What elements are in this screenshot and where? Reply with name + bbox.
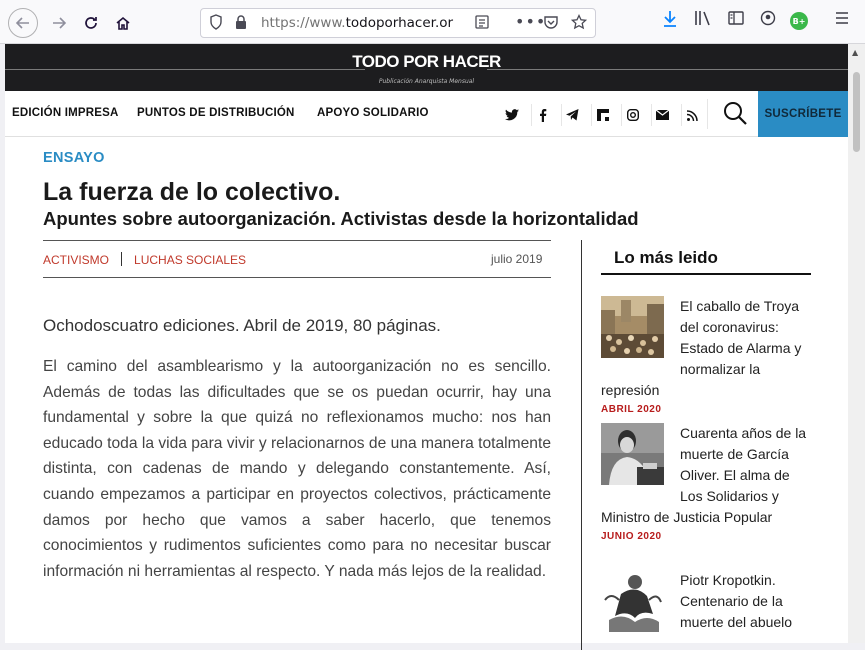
account-icon[interactable] bbox=[760, 10, 776, 30]
reload-icon bbox=[83, 15, 99, 31]
tag-activismo[interactable]: ACTIVISMO bbox=[43, 253, 110, 267]
most-read-item-title[interactable]: El caballo de Troya del coronavirus: Estado de Alarma y normalizar la represión bbox=[601, 298, 802, 398]
reader-view-icon[interactable] bbox=[475, 14, 489, 34]
illustration-thumbnail[interactable] bbox=[601, 570, 664, 632]
main-navigation bbox=[5, 91, 848, 137]
facebook-icon[interactable] bbox=[531, 104, 553, 126]
nav-divider bbox=[707, 99, 708, 129]
nav-edicion-impresa[interactable]: EDICIÓN IMPRESA bbox=[12, 107, 119, 119]
site-tagline: Publicación Anarquista Mensual bbox=[378, 78, 475, 85]
twitter-icon[interactable] bbox=[501, 104, 523, 126]
url-host: todoporhacer.or bbox=[345, 15, 454, 31]
url-text[interactable] bbox=[261, 15, 454, 31]
meta-rule-bottom bbox=[43, 277, 551, 278]
sidebar-icon[interactable] bbox=[728, 10, 744, 30]
most-read-item-date: JUNIO 2020 bbox=[601, 531, 662, 542]
page-actions-icon[interactable]: ••• bbox=[515, 12, 547, 31]
meta-rule-top bbox=[43, 240, 551, 241]
page-scrollbar[interactable] bbox=[848, 44, 865, 643]
url-scheme: https://www. bbox=[261, 15, 346, 31]
url-bar[interactable] bbox=[200, 8, 596, 38]
bookmark-star-icon[interactable] bbox=[571, 14, 587, 34]
home-button[interactable] bbox=[108, 8, 138, 38]
lock-icon[interactable] bbox=[235, 14, 247, 34]
article-date: julio 2019 bbox=[491, 252, 543, 266]
pocket-icon[interactable] bbox=[543, 14, 559, 34]
article-lead: Ochodoscuatro ediciones. Abril de 2019, 80 páginas. bbox=[43, 316, 441, 335]
site-header bbox=[5, 44, 848, 91]
nav-apoyo-solidario[interactable]: APOYO SOLIDARIO bbox=[317, 107, 429, 119]
subscribe-button[interactable]: SUSCRÍBETE bbox=[758, 91, 848, 137]
download-icon[interactable] bbox=[662, 10, 678, 32]
menu-icon[interactable] bbox=[834, 10, 850, 30]
addon-badge-label: B+ bbox=[792, 16, 806, 26]
most-read-header bbox=[601, 246, 811, 275]
addon-badge-icon[interactable] bbox=[790, 12, 808, 30]
back-button[interactable] bbox=[8, 8, 38, 38]
forward-button[interactable] bbox=[44, 8, 74, 38]
crowd-thumbnail[interactable] bbox=[601, 296, 664, 358]
column-divider bbox=[581, 240, 582, 650]
library-icon[interactable] bbox=[694, 10, 712, 30]
scrollbar-thumb[interactable] bbox=[853, 72, 860, 152]
most-read-item[interactable] bbox=[601, 296, 813, 415]
article-body: El camino del asamblearismo y la autoorganización no es sencillo. Además de todas las dificultades que se os puedan ocurrir, hay una fundamental y sobre la que quizá no reflexionamos mucho: nos han educado toda la vida para vivir y relacionarnos de una manera totalmente distinta, con cadenas de mando y delegando constantemente. Así, cuando empezamos a participar en proyectos colectivos, prácticamente damos por hecho que vamos a saber hacerlo, que tenemos conocimientos y rudimentos suficientes como para no necesitar buscar información ni herramientas al respecto. Y nada más lejos de la realidad. bbox=[43, 358, 551, 580]
section-tag[interactable]: ENSAYO bbox=[43, 150, 105, 166]
most-read-item[interactable] bbox=[601, 423, 813, 542]
flipboard-icon[interactable] bbox=[591, 104, 613, 126]
rss-icon[interactable] bbox=[681, 104, 703, 126]
telegram-icon[interactable] bbox=[561, 104, 583, 126]
nav-puntos-distribucion[interactable]: PUNTOS DE DISTRIBUCIÓN bbox=[137, 107, 295, 119]
portrait-thumbnail[interactable] bbox=[601, 423, 664, 485]
scroll-up-icon[interactable]: ▲ bbox=[852, 48, 859, 57]
search-icon[interactable] bbox=[721, 99, 749, 127]
reload-button[interactable] bbox=[76, 8, 106, 38]
arrow-right-icon bbox=[51, 15, 67, 31]
browser-toolbar bbox=[0, 0, 865, 44]
shield-icon[interactable] bbox=[209, 14, 223, 34]
article-tags bbox=[43, 252, 246, 267]
mail-icon[interactable] bbox=[651, 104, 673, 126]
tag-separator bbox=[121, 252, 122, 266]
instagram-icon[interactable] bbox=[621, 104, 643, 126]
home-icon bbox=[115, 15, 131, 31]
most-read-item-title[interactable]: Cuarenta años de la muerte de García Oliver. El alma de Los Solidarios y Ministro de Justicia Popular bbox=[601, 425, 807, 525]
web-page bbox=[5, 44, 848, 643]
site-logo[interactable]: TODO POR HACER bbox=[352, 52, 501, 71]
arrow-left-icon bbox=[15, 15, 31, 31]
most-read-item-date: ABRIL 2020 bbox=[601, 404, 662, 415]
article-title: La fuerza de lo colectivo. bbox=[43, 178, 341, 206]
article-subtitle: Apuntes sobre autoorganización. Activistas desde la horizontalidad bbox=[43, 208, 639, 229]
most-read-item[interactable] bbox=[601, 570, 813, 634]
most-read-item-title[interactable]: Piotr Kropotkin. Centenario de la muerte del abuelo bbox=[680, 572, 793, 630]
tag-luchas-sociales[interactable]: LUCHAS SOCIALES bbox=[134, 253, 247, 267]
most-read-title: Lo más leido bbox=[614, 248, 718, 267]
